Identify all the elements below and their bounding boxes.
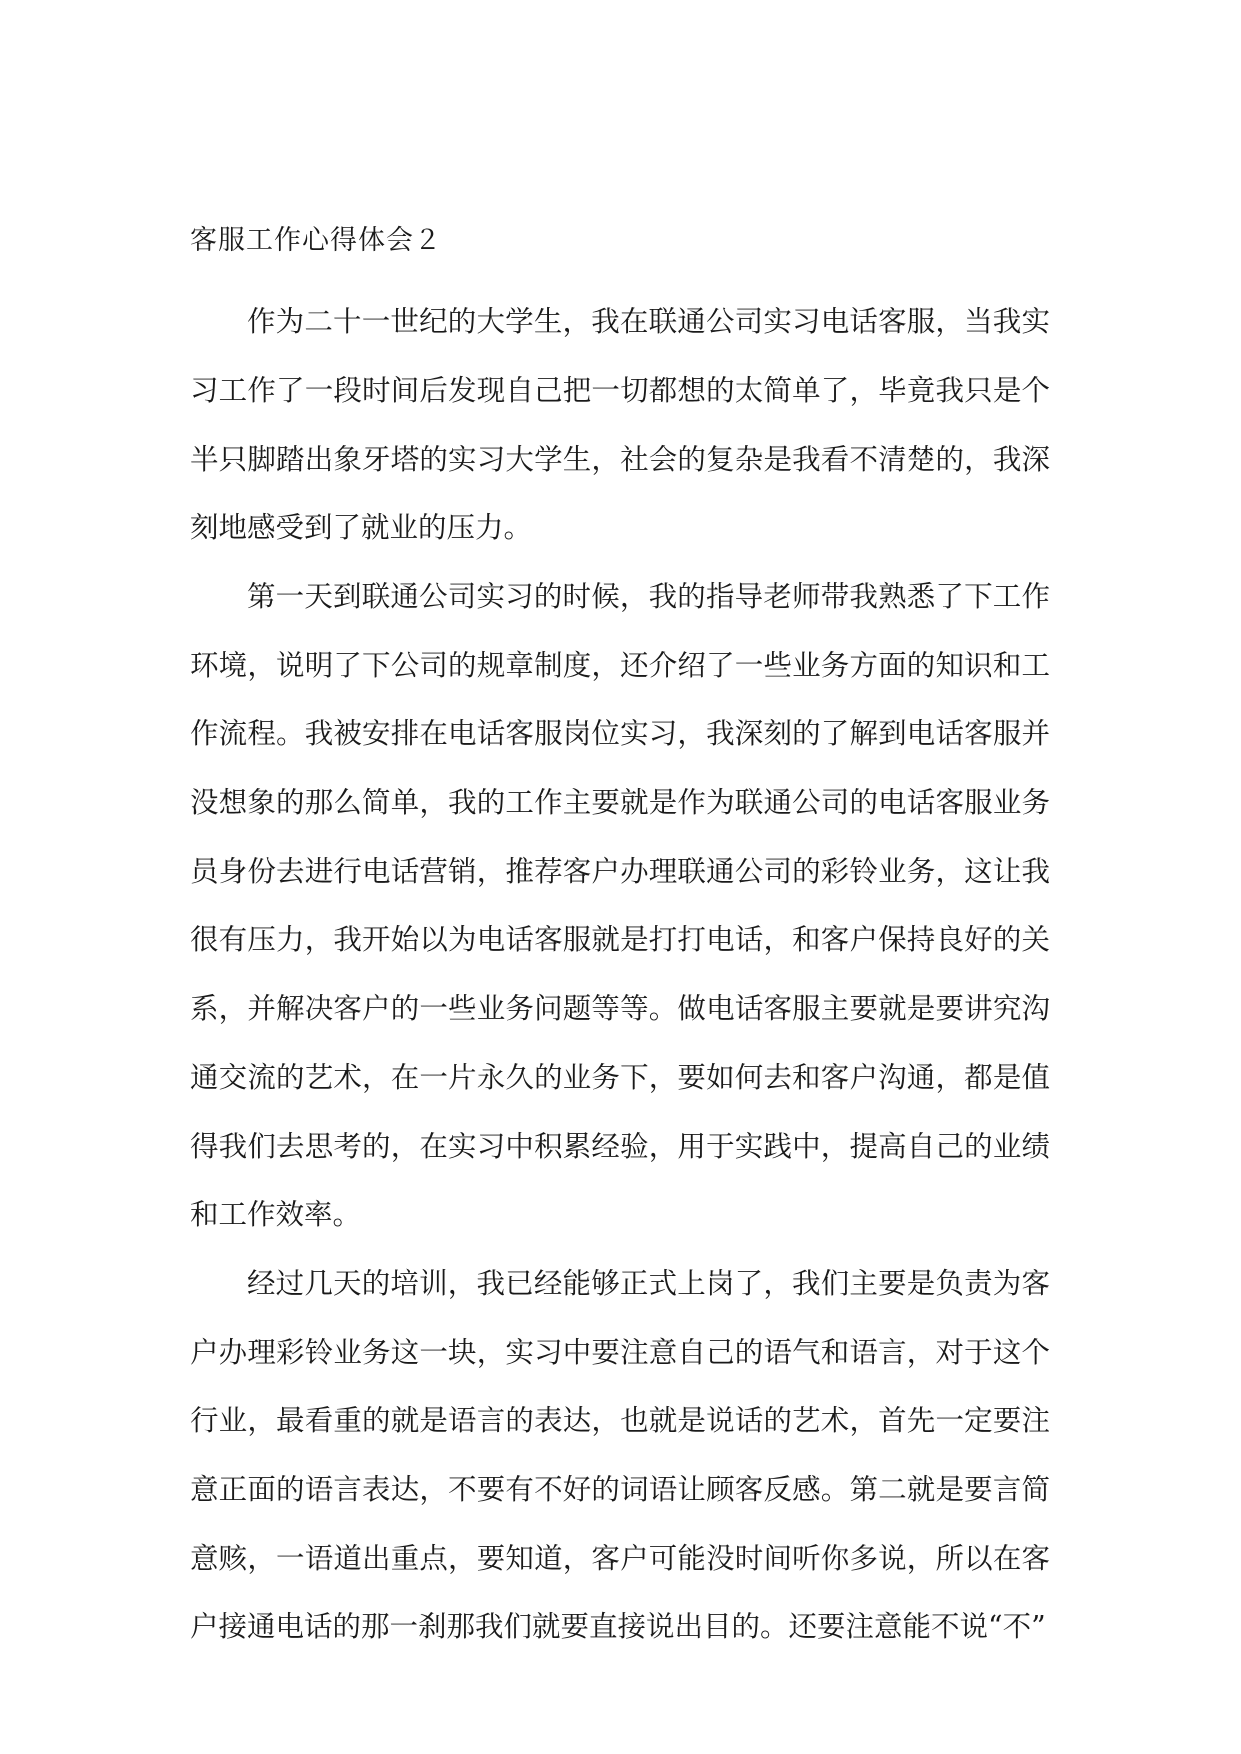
paragraph-2: 第一天到联通公司实习的时候，我的指导老师带我熟悉了下工作环境，说明了下公司的规章制度，还介绍了一些业务方面的知识和工作流程。我被安排在电话客服岗位实习，我深刻的了解到电话客服并没想象的那么简单，我的工作主要就是作为联通公司的电话客服业务员身份去进行电话营销，推荐客户办理联通公司的彩铃业务，这让我很有压力，我开始以为电话客服就是打打电话，和客户保持良好的关系，并解决客户的一些业务问题等等。做电话客服主要就是要讲究沟通交流的艺术，在一片永久的业务下，要如何去和客户沟通，都是值得我们去思考的，在实习中积累经验，用于实践中，提高自己的业绩和工作效率。 [190,579,1050,1232]
paragraph-1: 作为二十一世纪的大学生，我在联通公司实习电话客服，当我实习工作了一段时间后发现自己把一切都想的太简单了，毕竟我只是个半只脚踏出象牙塔的实习大学生，社会的复杂是我看不清楚的，我深刻地感受到了就业的压力。 [190,305,1050,545]
document-body [190,223,1050,1662]
paragraph-3: 经过几天的培训，我已经能够正式上岗了，我们主要是负责为客户办理彩铃业务这一块，实习中要注意自己的语气和语言，对于这个行业，最看重的就是语言的表达，也就是说话的艺术，首先一定要注意正面的语言表达，不要有不好的词语让顾客反感。第二就是要言简意赅，一语道出重点，要知道，客户可能没时间听你多说，所以在客户接通电话的那一刹那我们就要直接说出目的。还要注意能不说“不” [190,1266,1050,1644]
document-title: 客服工作心得体会２ [190,225,442,256]
